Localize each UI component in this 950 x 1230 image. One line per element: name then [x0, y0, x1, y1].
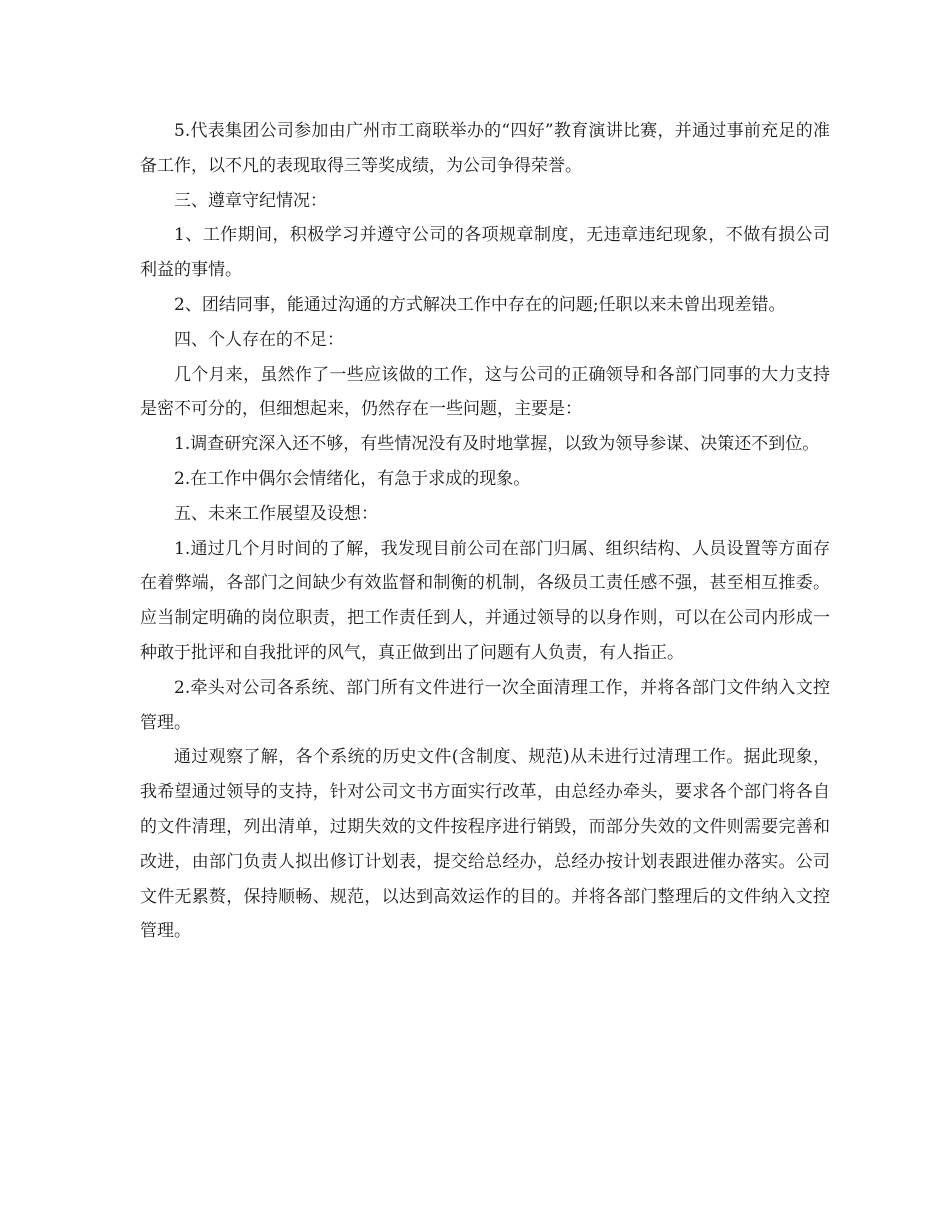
paragraph-outlook-1: 1.通过几个月时间的了解，我发现目前公司在部门归属、组织结构、人员设置等方面存在着弊端，各部门之间缺少有效监督和制衡的机制，各级员工责任感不强，甚至相互推委。应当制定明确的岗位职责，把工作责任到人，并通过领导的以身作则，可以在公司内形成一种敢于批评和自我批评的风气，真正做到出了问题有人负责，有人指正。 — [140, 538, 830, 663]
paragraph-shortcomings-1: 1.调查研究深入还不够，有些情况没有及时地掌握，以致为领导参谋、决策还不到位。 — [174, 434, 820, 455]
document-body — [140, 114, 830, 949]
paragraph-award: 5.代表集团公司参加由广州市工商联举办的“四好”教育演讲比赛，并通过事前充足的准备工作，以不凡的表现取得三等奖成绩，为公司争得荣誉。 — [140, 121, 830, 176]
paragraph-outlook-detail: 通过观察了解，各个系统的历史文件(含制度、规范)从未进行过清理工作。据此现象，我希望通过领导的支持，针对公司文书方面实行改革，由总经办牵头，要求各个部门将各自的文件清理，列出清单，过期失效的文件按程序进行销毁，而部分失效的文件则需要完善和改进，由部门负责人拟出修订计划表，提交给总经办，总经办按计划表跟进催办落实。公司文件无累赘，保持顺畅、规范，以达到高效运作的目的。并将各部门整理后的文件纳入文控管理。 — [140, 747, 830, 942]
heading-shortcomings: 四、个人存在的不足： — [174, 329, 344, 350]
paragraph-outlook-2: 2.牵头对公司各系统、部门所有文件进行一次全面清理工作，并将各部门文件纳入文控管理。 — [140, 677, 830, 733]
paragraph-shortcomings-2: 2.在工作中偶尔会情绪化，有急于求成的现象。 — [174, 468, 531, 489]
paragraph-discipline-1: 1、工作期间，积极学习并遵守公司的各项规章制度，无违章违纪现象，不做有损公司利益的事情。 — [140, 225, 830, 281]
heading-outlook: 五、未来工作展望及设想： — [174, 503, 378, 524]
paragraph-discipline-2: 2、团结同事，能通过沟通的方式解决工作中存在的问题;任职以来未曾出现差错。 — [174, 294, 786, 315]
heading-discipline: 三、遵章守纪情况： — [174, 190, 327, 211]
paragraph-shortcomings-intro: 几个月来，虽然作了一些应该做的工作，这与公司的正确领导和各部门同事的大力支持是密不可分的，但细想起来，仍然存在一些问题，主要是： — [140, 364, 830, 420]
